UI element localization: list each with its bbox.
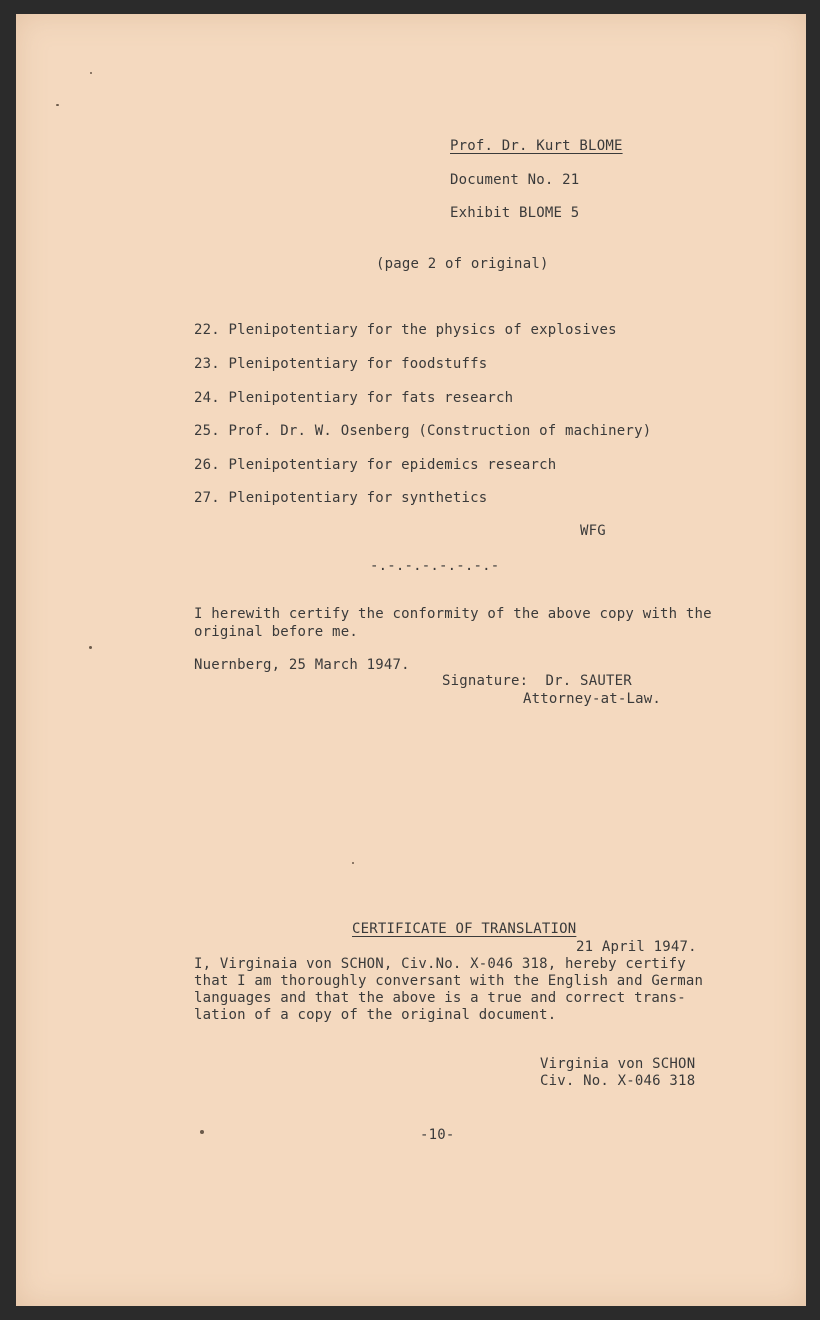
header-exhibit: Exhibit BLOME 5 [450, 205, 580, 221]
translation-date: 21 April 1947. [576, 939, 697, 955]
translation-text-line: that I am thoroughly conversant with the English and German [194, 973, 704, 989]
signature-title: Attorney-at-Law. [523, 691, 662, 707]
translation-text-line: lation of a copy of the original document. [194, 1007, 557, 1023]
page-note: (page 2 of original) [376, 256, 549, 272]
signature-line: Signature: Dr. SAUTER [442, 673, 632, 689]
initials: WFG [580, 523, 606, 539]
paper-speck [90, 72, 92, 74]
place-date: Nuernberg, 25 March 1947. [194, 657, 410, 673]
separator-line: -.-.-.-.-.-.-.- [370, 558, 500, 574]
translator-name: Virginia von SCHON [540, 1056, 696, 1072]
translator-civ-number: Civ. No. X-046 318 [540, 1073, 696, 1089]
list-item: 22. Plenipotentiary for the physics of explosives [194, 322, 617, 338]
paper-speck [352, 862, 354, 864]
header-document-number: Document No. 21 [450, 172, 580, 188]
paper-speck [89, 646, 92, 649]
list-item: 27. Plenipotentiary for synthetics [194, 490, 488, 506]
translation-heading: CERTIFICATE OF TRANSLATION [352, 921, 577, 937]
translation-text-line: languages and that the above is a true and correct trans- [194, 990, 686, 1006]
certify-text-line: I herewith certify the conformity of the above copy with the [194, 606, 712, 622]
page-number: -10- [420, 1127, 455, 1143]
paper-speck [200, 1130, 204, 1134]
list-item: 24. Plenipotentiary for fats research [194, 390, 514, 406]
list-item: 25. Prof. Dr. W. Osenberg (Construction of machinery) [194, 423, 652, 439]
list-item: 26. Plenipotentiary for epidemics research [194, 457, 557, 473]
document-page [16, 14, 806, 1306]
translation-text-line: I, Virginaia von SCHON, Civ.No. X-046 318, hereby certify [194, 956, 686, 972]
paper-speck [56, 104, 59, 106]
certify-text-line: original before me. [194, 624, 358, 640]
list-item: 23. Plenipotentiary for foodstuffs [194, 356, 488, 372]
header-person: Prof. Dr. Kurt BLOME [450, 138, 623, 154]
